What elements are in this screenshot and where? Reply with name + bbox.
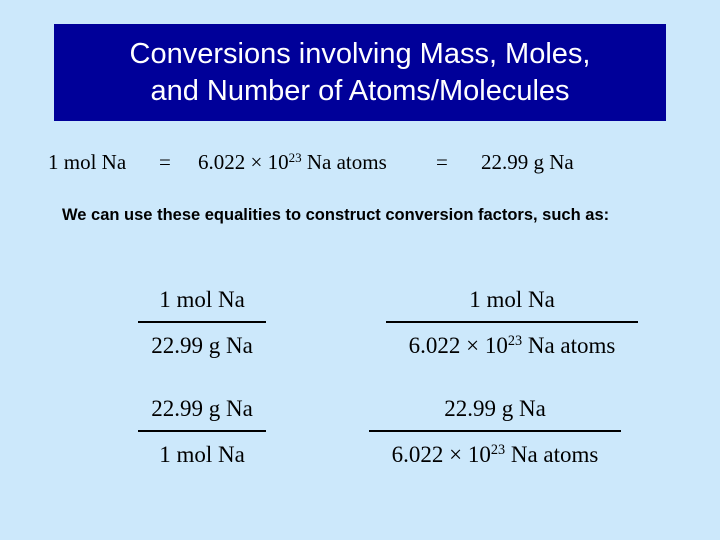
conversion-factor-2 [383,287,641,359]
equality-atoms [198,150,387,175]
factor-2-numerator: 1 mol Na [469,287,555,312]
factor-2-bar [386,321,638,323]
factor-4-denominator-exponent: 23 [490,442,506,459]
factor-1-denominator: 22.99 g Na [151,333,253,358]
conversion-factor-3 [137,396,267,468]
factor-1-numerator: 1 mol Na [159,287,245,312]
factor-4-denominator [364,442,626,468]
factor-2-denominator [383,333,641,359]
equality-grams: 22.99 g Na [481,150,574,174]
title-line-1: Conversions involving Mass, Moles, [129,37,591,70]
explanation-text: We can use these equalities to construct conversion factors, such as: [62,206,610,224]
factor-2-denominator-exponent: 23 [507,333,523,350]
title-banner [54,24,666,121]
factor-2-denominator-base: 6.022 × 10 [408,333,508,358]
factor-3-denominator: 1 mol Na [159,442,245,467]
conversion-factor-1 [137,287,267,359]
equals-sign-1: = [159,150,171,174]
factor-4-numerator: 22.99 g Na [444,396,546,421]
conversion-factor-4 [364,396,626,468]
title-line-2: and Number of Atoms/Molecules [150,74,570,107]
equality-atoms-suffix: Na atoms [301,150,387,174]
equality-atoms-base: 6.022 × 10 [198,150,289,174]
factor-4-denominator-base: 6.022 × 10 [391,442,491,467]
equality-atoms-exponent: 23 [288,149,302,165]
factor-2-denominator-suffix: Na atoms [522,333,616,358]
factor-4-denominator-suffix: Na atoms [505,442,599,467]
factor-3-numerator: 22.99 g Na [151,396,253,421]
factor-3-bar [138,430,266,432]
factor-1-bar [138,321,266,323]
factor-4-bar [369,430,621,432]
equals-sign-2: = [436,150,448,174]
equality-mol: 1 mol Na [48,150,127,174]
